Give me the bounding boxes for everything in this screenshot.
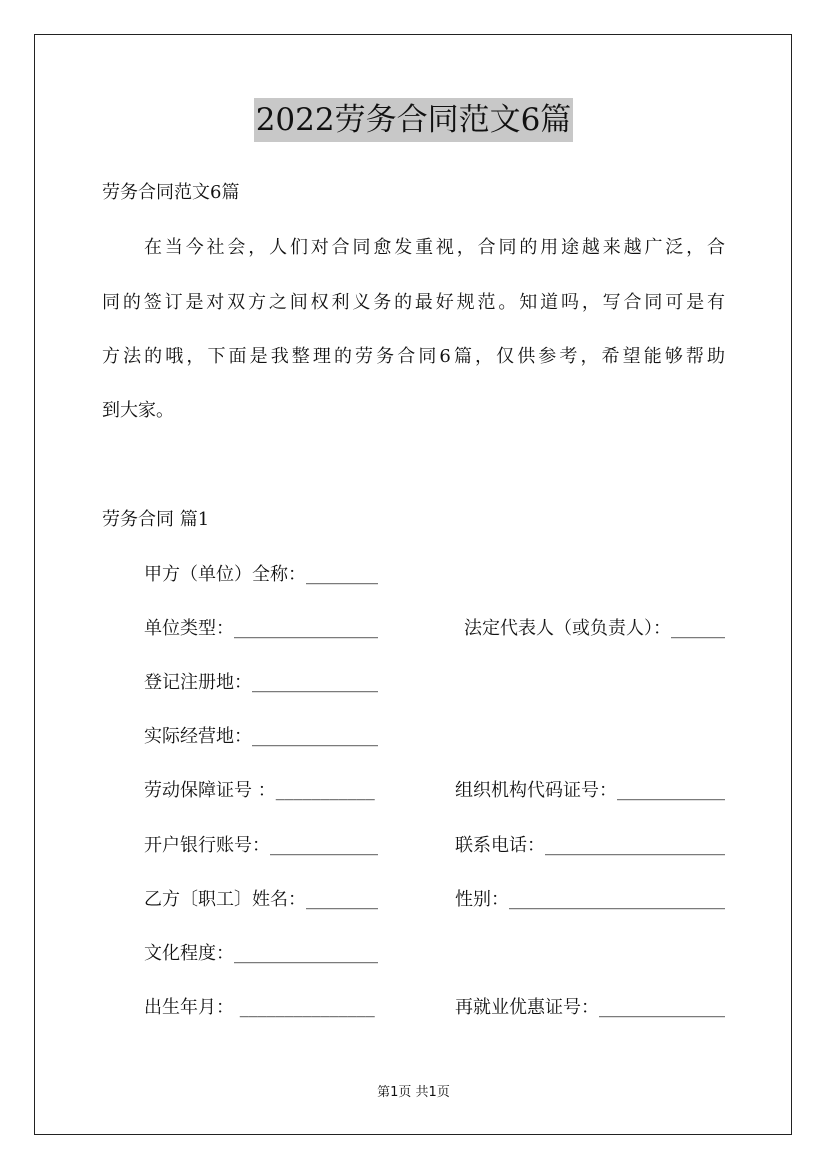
field-legal-rep: 法定代表人（或负责人）：______ — [464, 618, 725, 639]
field-party-a-name: 甲方（单位）全称：________ — [144, 564, 378, 585]
intro-line-2: 同的签订是对双方之间权利义务的最好规范。知道吗，写合同可是有 — [102, 292, 725, 313]
field-gender: 性别：________________________ — [455, 889, 725, 910]
field-org-code: 组织机构代码证号：____________ — [455, 780, 725, 801]
intro-line-3: 方法的哦，下面是我整理的劳务合同6篇，仅供参考，希望能够帮助 — [102, 346, 725, 367]
title-container — [0, 98, 827, 142]
field-bank-account: 开户银行账号：____________ — [144, 835, 378, 856]
intro-line-4: 到大家。 — [102, 400, 174, 421]
field-birth-date: 出生年月： _______________ — [144, 997, 375, 1018]
section-heading: 劳务合同 篇1 — [102, 509, 210, 530]
document-subtitle: 劳务合同范文6篇 — [102, 182, 240, 203]
page-footer: 第1页 共1页 — [377, 1085, 450, 1100]
field-phone: 联系电话：____________________ — [455, 835, 725, 856]
field-actual-place: 实际经营地：______________ — [144, 726, 378, 747]
field-reemploy-cert: 再就业优惠证号：______________ — [455, 997, 725, 1018]
field-reg-place: 登记注册地：______________ — [144, 672, 378, 693]
field-education: 文化程度：________________ — [144, 943, 378, 964]
field-party-b-name: 乙方〔职工〕姓名：________ — [144, 889, 378, 910]
field-unit-type: 单位类型：________________ — [144, 618, 378, 639]
document-title: 2022劳务合同范文6篇 — [254, 98, 574, 142]
intro-line-1: 在当今社会，人们对合同愈发重视，合同的用途越来越广泛，合 — [144, 237, 725, 258]
field-labor-cert: 劳动保障证号 ：___________ — [144, 780, 375, 801]
